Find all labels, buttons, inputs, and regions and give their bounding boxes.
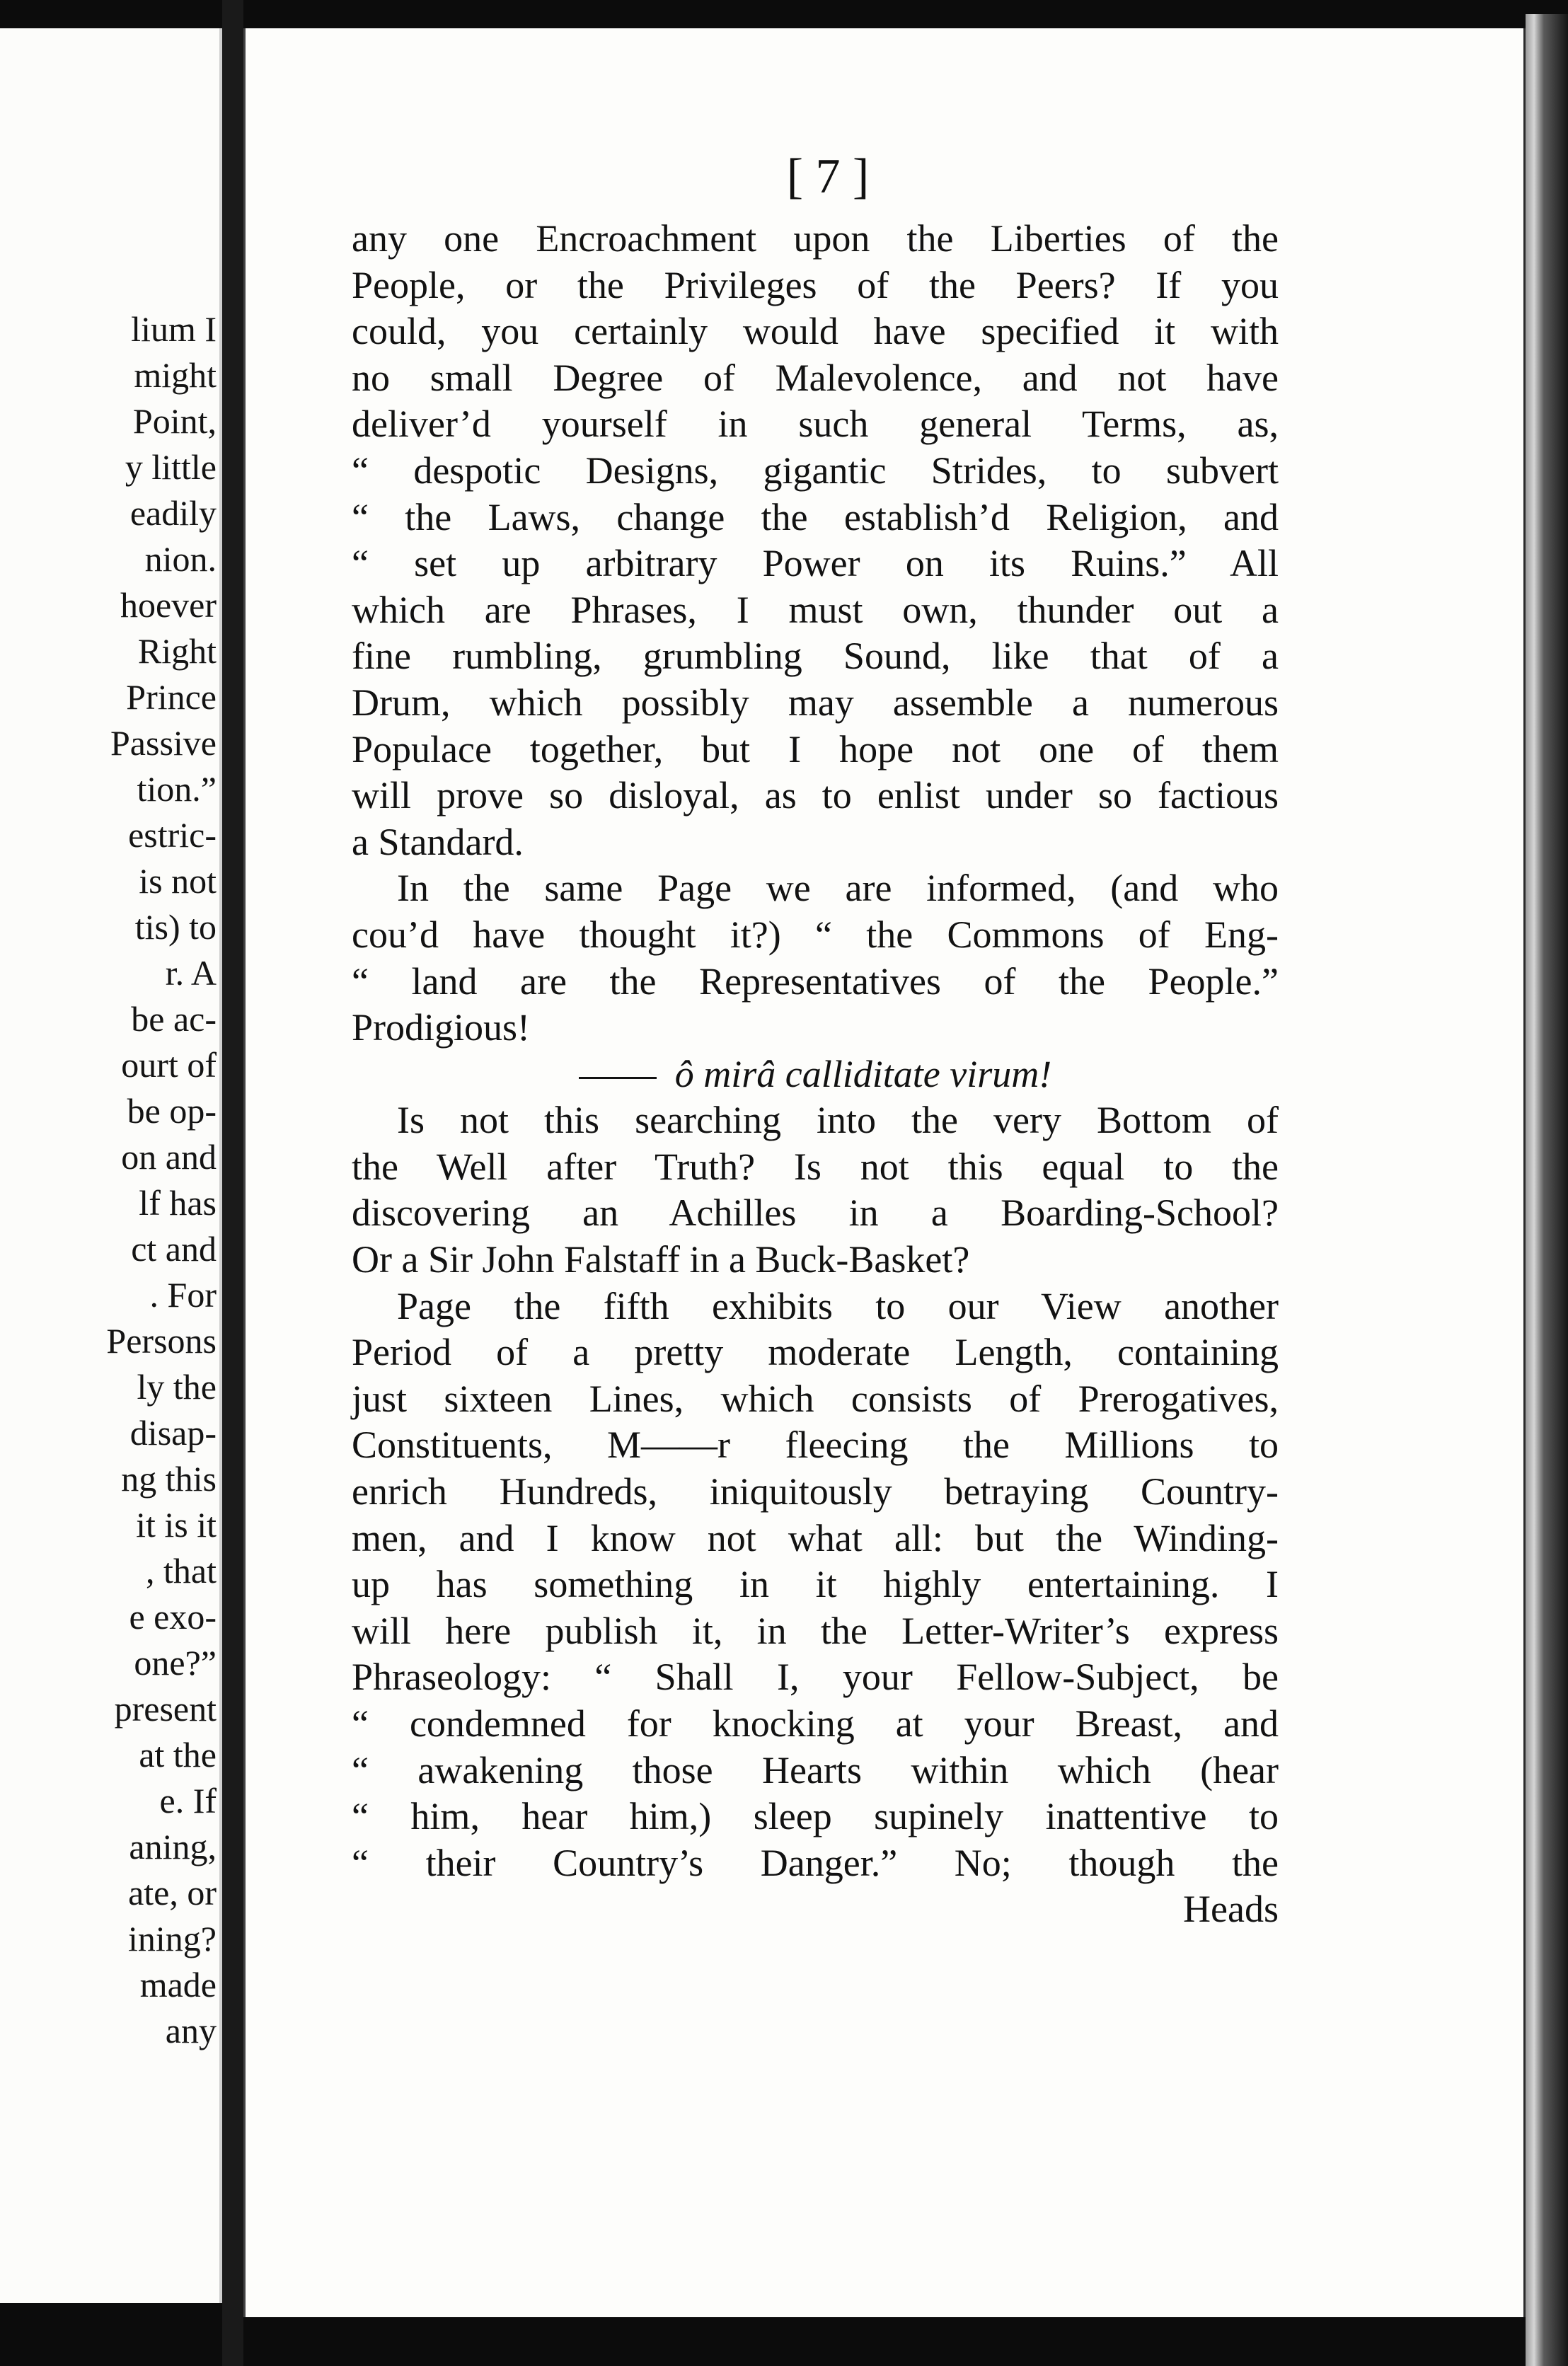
left-page-fragment: made xyxy=(139,1965,217,2004)
text-line: “ set up arbitrary Power on its Ruins.” All xyxy=(352,542,1279,585)
text-line: “ him, hear him,) sleep supinely inattentive to xyxy=(352,1795,1279,1838)
left-page-fragment: at the xyxy=(139,1735,217,1774)
text-line: no small Degree of Malevolence, and not have xyxy=(352,356,1279,399)
text-line: could, you certainly would have specified it with xyxy=(352,310,1279,353)
text-line: which are Phrases, I must own, thunder out a xyxy=(352,588,1279,631)
text-line: Prodigious! xyxy=(352,1006,531,1049)
text-line: Or a Sir John Falstaff in a Buck-Basket? xyxy=(352,1238,970,1281)
text-line: cou’d have thought it?) “ the Commons of Eng- xyxy=(352,913,1279,956)
text-line: just sixteen Lines, which consists of Prerogatives, xyxy=(352,1377,1279,1420)
left-page-fragment: one?” xyxy=(134,1643,217,1683)
left-page-fragment: e. If xyxy=(159,1781,217,1820)
latin-quotation xyxy=(352,1051,1279,1098)
left-page-fragment: Passive xyxy=(110,723,217,763)
left-page-fragment: any xyxy=(165,2011,217,2050)
left-page-fragment: Prince xyxy=(126,677,217,717)
quotation-dash xyxy=(579,1077,657,1079)
left-page-fragment: Persons xyxy=(106,1321,217,1361)
text-line: men, and I know not what all: but the Winding- xyxy=(352,1516,1279,1559)
left-page-fragment: , that xyxy=(146,1551,217,1591)
left-page-fragment: is not xyxy=(139,861,217,901)
left-page-fragment: tis) to xyxy=(134,907,217,947)
text-line: Page the fifth exhibits to our View another xyxy=(397,1284,1279,1327)
left-page-fragment: hoever xyxy=(120,585,217,625)
left-page-fragment: ly the xyxy=(137,1367,217,1407)
left-page-fragment: ate, or xyxy=(128,1873,217,1912)
page-number: [ 7 ] xyxy=(786,149,870,204)
left-page-fragment: lium I xyxy=(131,309,217,349)
left-page-fragment: tion.” xyxy=(137,769,217,809)
left-page-fragment: be ac- xyxy=(131,999,217,1039)
text-line: In the same Page we are informed, (and who xyxy=(397,867,1279,910)
text-line: any one Encroachment upon the Liberties of the xyxy=(352,217,1279,260)
left-page-fragment: present xyxy=(114,1689,217,1729)
left-page-fragment: ining? xyxy=(128,1919,217,1958)
body-text xyxy=(352,216,1279,1933)
text-line: fine rumbling, grumbling Sound, like that of a xyxy=(352,635,1279,678)
left-page-fragment: on and xyxy=(121,1137,217,1177)
catchword: Heads xyxy=(1183,1888,1279,1931)
left-page-fragment: disap- xyxy=(129,1413,217,1453)
text-line: deliver’d yourself in such general Terms, as, xyxy=(352,403,1279,446)
text-line: the Well after Truth? Is not this equal to the xyxy=(352,1145,1279,1188)
text-line: Period of a pretty moderate Length, containing xyxy=(352,1331,1279,1374)
left-page-fragment: e exo- xyxy=(129,1597,217,1637)
text-line: “ land are the Representatives of the People.” xyxy=(352,959,1279,1003)
left-page-fragment: it is it xyxy=(136,1505,217,1545)
text-line: up has something in it highly entertaining. I xyxy=(352,1563,1279,1606)
book-gutter xyxy=(222,0,243,2366)
text-line: Drum, which possibly may assemble a numerous xyxy=(352,681,1279,724)
left-page-fragment: might xyxy=(134,355,217,395)
left-page-fragment: eadily xyxy=(129,493,217,533)
text-line: People, or the Privileges of the Peers? If you xyxy=(352,263,1279,306)
left-page-fragment: lf has xyxy=(139,1183,217,1223)
text-line: Constituents, M——r fleecing the Millions to xyxy=(352,1424,1279,1467)
text-line: will here publish it, in the Letter-Writer’s express xyxy=(352,1609,1279,1652)
left-page-fragment: Point, xyxy=(132,401,217,441)
quotation-text: ô mirâ calliditate virum! xyxy=(674,1052,1052,1095)
left-page-fragment: . For xyxy=(149,1275,217,1315)
left-page xyxy=(0,28,222,2303)
page-edge-shadow xyxy=(1526,14,1568,2366)
left-page-fragment: Right xyxy=(137,631,217,671)
text-line: “ their Country’s Danger.” No; though the xyxy=(352,1841,1279,1884)
left-page-fragment: be op- xyxy=(127,1091,217,1131)
text-line: “ awakening those Hearts within which (hear xyxy=(352,1748,1279,1791)
left-page-fragment: aning, xyxy=(129,1827,217,1866)
text-line: “ condemned for knocking at your Breast, and xyxy=(352,1702,1279,1745)
text-line: Populace together, but I hope not one of them xyxy=(352,727,1279,771)
text-line: Phraseology: “ Shall I, your Fellow-Subject, be xyxy=(352,1656,1279,1699)
left-page-fragment: y little xyxy=(125,447,217,487)
left-page-fragment: ng this xyxy=(121,1459,217,1499)
left-page-fragment: r. A xyxy=(165,953,217,993)
text-line: “ the Laws, change the establish’d Religion, and xyxy=(352,495,1279,538)
text-line: “ despotic Designs, gigantic Strides, to subvert xyxy=(352,449,1279,492)
right-page xyxy=(243,28,1528,2317)
left-page-fragment: ourt of xyxy=(121,1045,217,1085)
text-line: will prove so disloyal, as to enlist under so factious xyxy=(352,774,1279,817)
left-page-fragment: nion. xyxy=(144,539,217,579)
left-page-fragment: estric- xyxy=(128,815,217,855)
text-line: enrich Hundreds, iniquitously betraying Country- xyxy=(352,1470,1279,1513)
text-line: discovering an Achilles in a Boarding-School? xyxy=(352,1191,1279,1235)
text-line: Is not this searching into the very Bottom of xyxy=(397,1099,1279,1142)
text-line: a Standard. xyxy=(352,820,524,863)
left-page-fragment: ct and xyxy=(131,1229,217,1269)
